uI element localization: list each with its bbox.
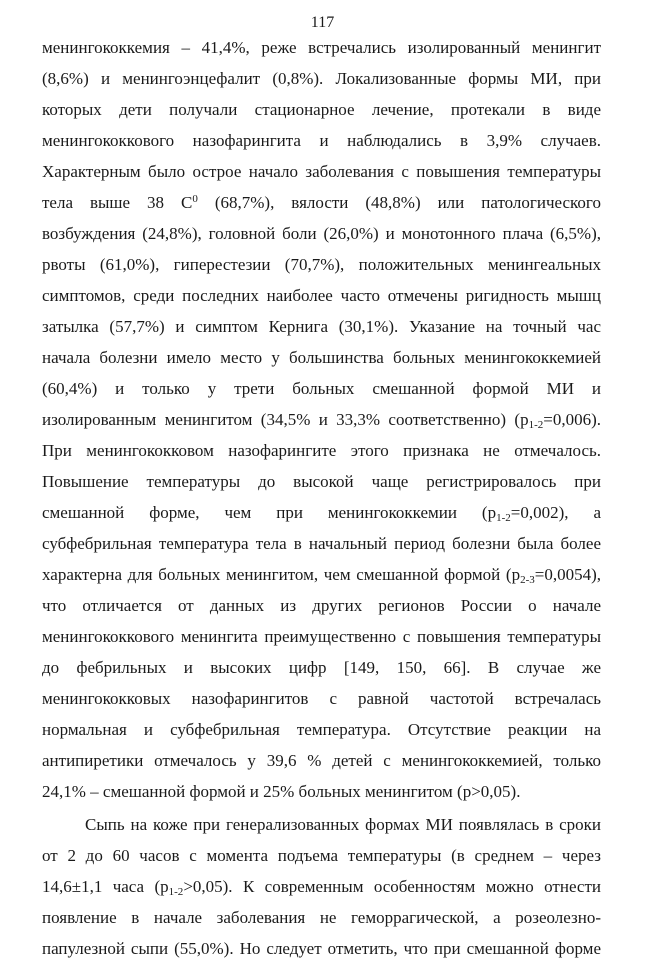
text-line <box>42 501 601 525</box>
line-text: до фебрильных и высоких цифр [149, 150, 66]. В случае же <box>42 658 601 677</box>
line-text: возбуждения (24,8%), головной боли (26,0%) и монотонного плача (6,5%), <box>42 224 601 243</box>
line-text: нормальная и субфебрильная температура. Отсутствие реакции на <box>42 720 601 739</box>
text-line <box>42 346 601 370</box>
text-line <box>42 98 601 122</box>
text-line <box>42 718 601 742</box>
line-text: =0,002), а <box>510 503 602 522</box>
line-text: симптомов, среди последних наиболее часто отмечены ригидность мышц <box>42 286 601 305</box>
line-text: При менингококковом назофарингите этого признака не отмечалось. <box>42 441 601 460</box>
text-line <box>42 222 601 246</box>
text-line <box>42 532 601 556</box>
text-line <box>42 377 601 401</box>
text-line <box>42 906 601 930</box>
text-line <box>42 36 601 60</box>
line-text: менингококкового менингита преимущественно с повышения температуры <box>42 627 601 646</box>
text-line <box>42 284 601 308</box>
line-text: =0,006). <box>543 410 601 429</box>
line-text: папулезной сыпи (55,0%). Но следует отметить, что при смешанной форме <box>42 939 601 958</box>
line-text: =0,0054), <box>534 565 601 584</box>
line-text: >0,05). К современным особенностям можно отнести <box>183 877 601 896</box>
text-line <box>42 191 601 215</box>
subscript: 2-3 <box>520 574 535 586</box>
text-line <box>42 656 601 680</box>
subscript: 1-2 <box>496 512 511 524</box>
line-text: (68,7%), вялости (48,8%) или патологического <box>197 193 601 212</box>
text-line <box>42 563 601 587</box>
line-text: (8,6%) и менингоэнцефалит (0,8%). Локализованные формы МИ, при <box>42 69 601 88</box>
text-line <box>42 625 601 649</box>
line-text: менингококковых назофарингитов с равной частотой встречалась <box>42 689 601 708</box>
line-text: (60,4%) и только у трети больных смешанной формой МИ и <box>42 379 601 398</box>
line-text: смешанной форме, чем при менингококкемии (р <box>42 503 497 522</box>
line-text: Сыпь на коже при генерализованных формах МИ появлялась в сроки <box>85 815 601 834</box>
text-line <box>42 67 601 91</box>
text-line <box>42 253 601 277</box>
line-text: антипиретики отмечалось у 39,6 % детей с менингококкемией, только <box>42 751 601 770</box>
line-text: что отличается от данных из других регионов России о начале <box>42 596 601 615</box>
subscript: 1-2 <box>528 419 544 431</box>
line-text: тела выше 38 С <box>42 193 193 212</box>
line-text: менингококкемия – 41,4%, реже встречались изолированный менингит <box>42 38 601 57</box>
text-line <box>42 594 601 618</box>
text-line <box>42 875 601 899</box>
line-text: рвоты (61,0%), гиперестезии (70,7%), положительных менингеальных <box>42 255 601 274</box>
line-text: субфебрильная температура тела в начальный период болезни была более <box>42 534 601 553</box>
text-line <box>85 813 601 837</box>
line-text: начала болезни имело место у большинства больных менингококкемией <box>42 348 601 367</box>
subscript: 1-2 <box>168 886 184 898</box>
text-line <box>42 129 601 153</box>
text-line <box>42 749 601 773</box>
text-line <box>42 780 601 804</box>
text-line <box>42 315 601 339</box>
text-line <box>42 937 601 961</box>
superscript: 0 <box>192 193 198 205</box>
line-text: от 2 до 60 часов с момента подъема температуры (в среднем – через <box>42 846 601 865</box>
page-number: 117 <box>310 14 335 31</box>
text-line <box>42 844 601 868</box>
text-line <box>42 687 601 711</box>
line-text: Характерным было острое начало заболевания с повышения температуры <box>42 162 601 181</box>
line-text: менингококкового назофарингита и наблюдались в 3,9% случаев. <box>42 131 601 150</box>
line-text: затылка (57,7%) и симптом Кернига (30,1%). Указание на точный час <box>42 317 601 336</box>
line-text: характерна для больных менингитом, чем смешанной формой (р <box>42 565 521 584</box>
line-text: 24,1% – смешанной формой и 25% больных менингитом (р>0,05). <box>42 782 521 801</box>
line-text: появление в начале заболевания не геморрагической, а розеолезно- <box>42 908 601 927</box>
text-line <box>42 470 601 494</box>
line-text: 14,6±1,1 часа (р <box>42 877 169 896</box>
line-text: Повышение температуры до высокой чаще регистрировалось при <box>42 472 601 491</box>
line-text: изолированным менингитом (34,5% и 33,3% соответственно) (р <box>42 410 529 429</box>
text-line <box>42 439 601 463</box>
text-line <box>42 160 601 184</box>
text-line <box>42 408 601 432</box>
line-text: которых дети получали стационарное лечение, протекали в виде <box>42 100 601 119</box>
